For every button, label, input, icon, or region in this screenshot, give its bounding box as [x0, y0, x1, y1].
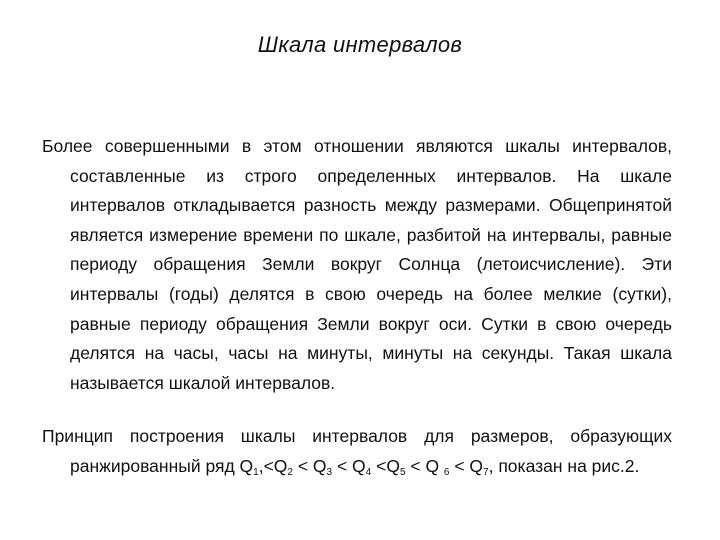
paragraph-construction-principle: [42, 422, 672, 481]
series-operator: < Q: [292, 455, 327, 476]
subscript-index: 2: [287, 466, 293, 478]
series-operator: <Q: [371, 455, 400, 476]
subscript-index: 4: [365, 466, 372, 478]
paragraph-first-line: Принцип построения шкалы интервалов для размеров, образующих: [42, 426, 672, 446]
series-tail: , показан на рис.2.: [488, 455, 640, 476]
subscript-index: 3: [326, 466, 333, 478]
ranked-series-line: [42, 452, 672, 482]
series-operator: < Q: [332, 455, 366, 476]
subscript-index: 6: [443, 466, 450, 478]
paragraph-interval-scale-description: [42, 132, 672, 398]
paragraph-first-line: Более совершенными в этом отношении являются шкалы интервалов,: [42, 136, 672, 156]
slide-title: Шкала интервалов: [257, 32, 463, 57]
subscript-index: 1: [253, 466, 259, 478]
subscript-index: 7: [483, 466, 489, 478]
series-operator: < Q: [449, 455, 484, 476]
series-operator: < Q: [405, 455, 444, 476]
subscript-index: 5: [399, 466, 406, 478]
ranked-series-prefix: ранжированный ряд Q: [70, 455, 254, 476]
paragraph-continuation: составленные из строго определенных интервалов. На шкале интервалов откладывается разность между размерами. Общепринятой является измерение времени по шкале, разбитой на интервалы, равные периоду обращения Земли вокруг Солнца (летоисчисление). Эти интервалы (годы) делятся в свою очередь на более мелкие (сутки), равные периоду обращения Земли вокруг оси. Сутки в свою очередь делятся на часы, часы на минуты, минуты на секунды. Такая шкала называется шкалой интервалов.: [70, 165, 672, 393]
series-operator: ,<Q: [258, 455, 288, 476]
